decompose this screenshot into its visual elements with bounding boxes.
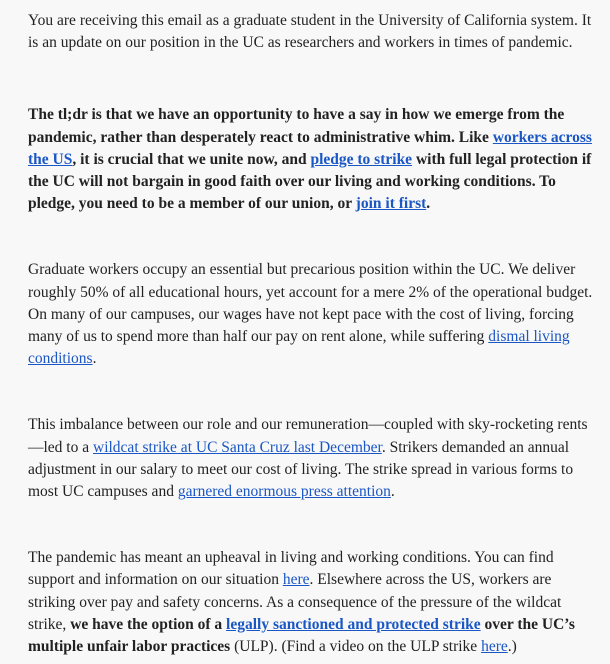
tldr-text-1: The tl;dr is that we have an opportunity to have a say in how we emerge from the pandemic, rather than desperately react to administrative whim. Like	[28, 106, 565, 146]
email-body	[28, 10, 596, 658]
pandemic-text-3: (ULP). (Find a video on the ULP strike	[230, 638, 482, 656]
pandemic-paragraph	[28, 547, 596, 658]
press-attention-link[interactable]: garnered enormous press attention	[177, 483, 391, 501]
wildcat-text-1: This imbalance between our role and our remuneration—coupled with sky-rocketing rents—led to a	[28, 416, 588, 456]
support-here-link[interactable]: here	[282, 571, 310, 589]
wildcat-text-3: .	[390, 483, 395, 501]
tldr-paragraph	[28, 104, 596, 215]
ulp-video-here-link[interactable]: here	[481, 638, 508, 656]
pandemic-text-4: .)	[507, 638, 517, 656]
position-text-1: Graduate workers occupy an essential but precarious position within the UC. We deliver roughly 50% of all educational hours, yet account for a mere 2% of the operational budget. On many of our campuses, our wages have not kept pace with the cost of living, forcing many of us to spend more than half our pay on rent alone, while suffering	[28, 261, 593, 346]
pandemic-bold-1: we have the option of a	[70, 615, 227, 633]
position-paragraph	[28, 259, 596, 370]
join-it-first-link[interactable]: join it first	[355, 195, 427, 213]
pledge-to-strike-link[interactable]: pledge to strike	[310, 150, 413, 168]
pandemic-text-1: The pandemic has meant an upheaval in living and working conditions. You can find support and information on our situation	[28, 549, 554, 589]
dismal-living-conditions-link[interactable]: dismal living conditions	[28, 328, 570, 368]
wildcat-paragraph	[28, 414, 596, 503]
intro-text: You are receiving this email as a graduate student in the University of California system. It is an update on our position in the UC as researchers and workers in times of pandemic.	[28, 12, 592, 52]
pandemic-bold-2: over the UC’s multiple unfair labor practices	[28, 615, 575, 656]
tldr-text-3: with full legal protection if the UC will not bargain in good faith over our living and working conditions. To pledge, you need to be a member of our union, or	[28, 150, 592, 213]
legal-strike-link[interactable]: legally sanctioned and protected strike	[226, 615, 481, 633]
intro-paragraph	[28, 10, 596, 54]
tldr-text-2: , it is crucial that we unite now, and	[72, 150, 311, 168]
workers-across-us-link[interactable]: workers across the US	[28, 128, 592, 168]
position-text-2: .	[92, 350, 97, 368]
wildcat-text-2: . Strikers demanded an annual adjustment in our salary to meet our cost of living. The strike spread in various forms to most UC campuses and	[28, 438, 574, 501]
tldr-text-4: .	[426, 195, 431, 213]
pandemic-text-2: . Elsewhere across the US, workers are striking over pay and safety concerns. As a consequence of the pressure of the wildcat strike,	[28, 571, 562, 633]
wildcat-strike-link[interactable]: wildcat strike at UC Santa Cruz last December	[93, 438, 382, 456]
